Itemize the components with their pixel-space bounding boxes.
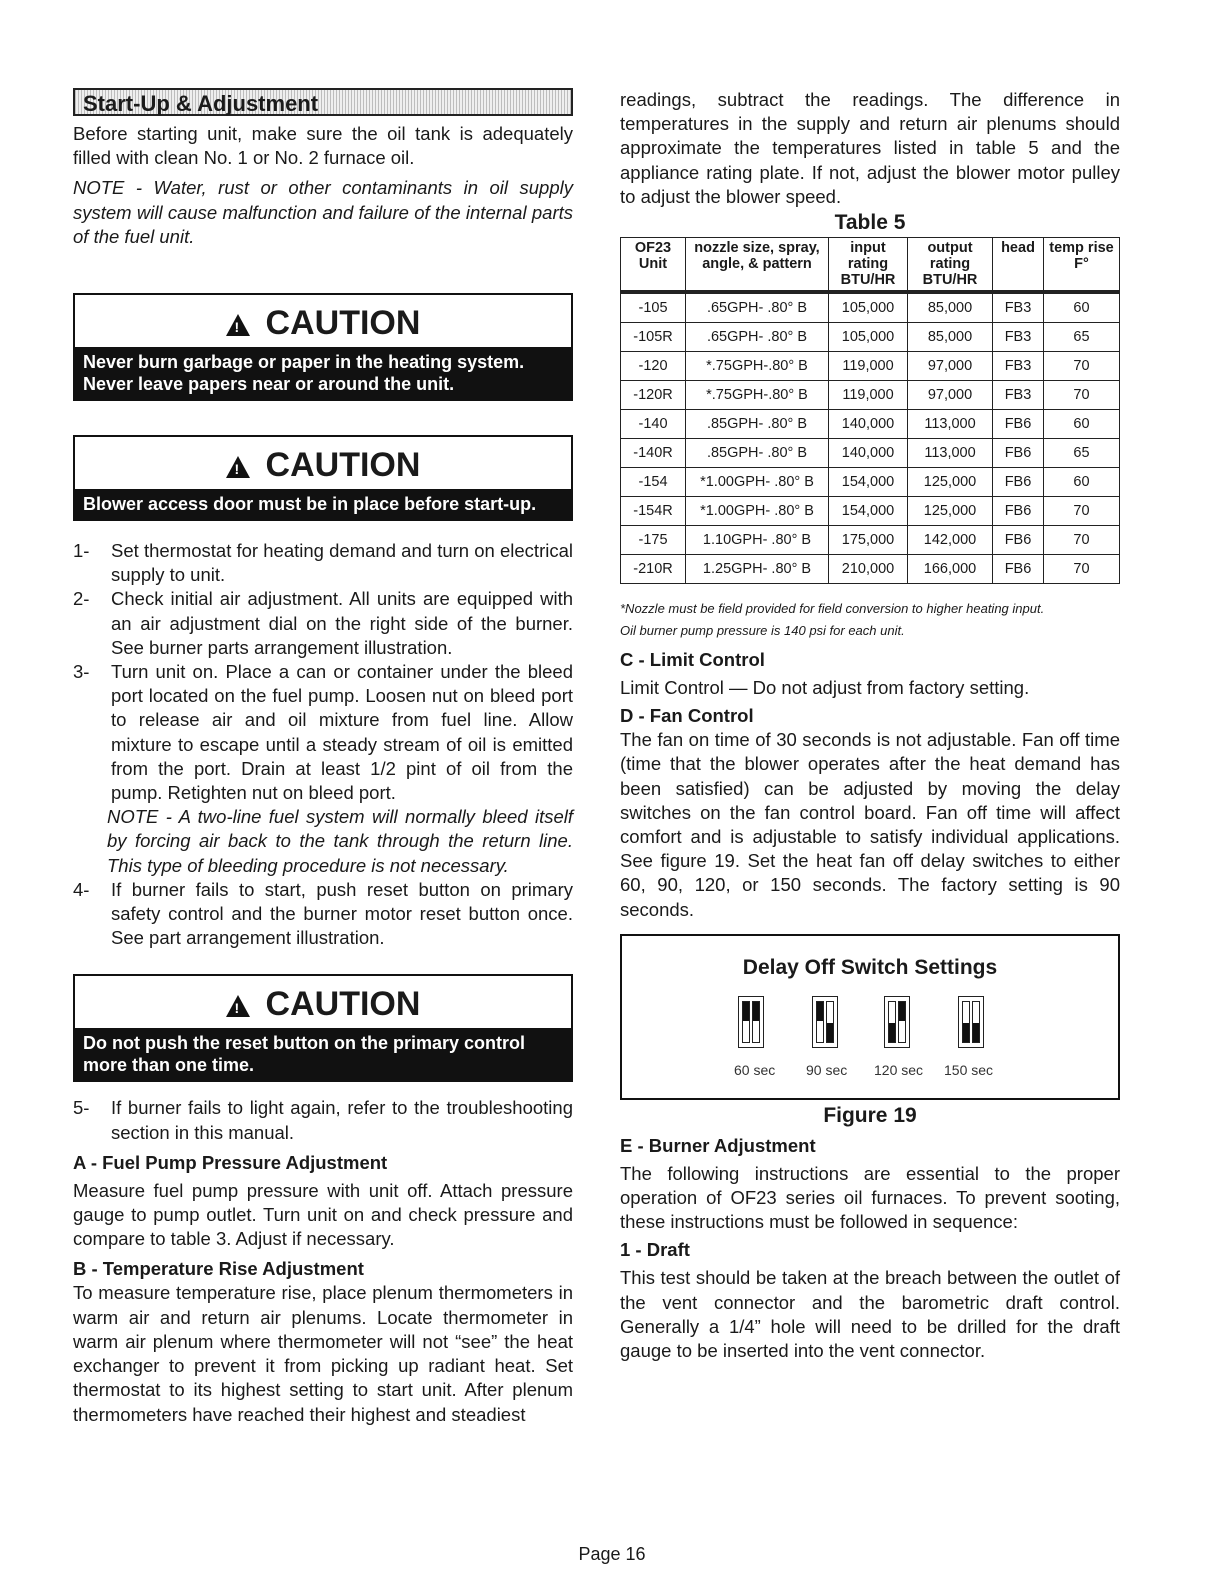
footnote: Oil burner pump pressure is 140 psi for each unit. [620, 623, 905, 639]
list-item: 3- Turn unit on. Place a can or container under the bleed port located on the fuel pump. Loosen nut on bleed port to release air and oil mixture from fuel line. Allow mixture to escape until a steady stream of oil is emitted from the port. Drain at least 1/2 pint of oil from the pump. Retighten nut on bleed port. [73, 661, 573, 804]
dip-switch-90 [812, 996, 838, 1048]
caution-box-1 [73, 293, 573, 401]
table-cell: FB3 [993, 381, 1044, 410]
table-cell: 70 [1044, 497, 1120, 526]
intro-note: NOTE - Water, rust or other contaminants in oil supply system will cause malfunction and failure of the internal parts of the fuel unit. [73, 177, 573, 247]
table-cell: -154 [621, 468, 686, 497]
table-row [621, 381, 1120, 410]
figure-box-title: Delay Off Switch Settings [742, 955, 998, 979]
section-heading: A - Fuel Pump Pressure Adjustment [73, 1151, 388, 1173]
table-cell: 154,000 [829, 497, 908, 526]
table-row [621, 526, 1120, 555]
table-cell: 113,000 [908, 439, 993, 468]
paragraph: The fan on time of 30 seconds is not adjustable. Fan off time (time that the blower operates after the heat demand has been satisfied) can be adjusted by moving the delay switches on the fan control board. Fan off time will affect comfort and is adjustable to satisfy individual applications. See figure 19. Set the heat fan off delay switches to either 60, 90, 120, or 150 seconds. The factory setting is 90 seconds. [620, 729, 1120, 920]
left-column [73, 88, 573, 1427]
table-cell: FB6 [993, 410, 1044, 439]
section-heading: C - Limit Control [620, 649, 765, 671]
table-cell: 119,000 [829, 352, 908, 381]
table-row [621, 292, 1120, 323]
list-item: 5- If burner fails to light again, refer to the troubleshooting section in this manual. [73, 1097, 573, 1143]
table-cell: *.75GPH-.80° B [686, 381, 829, 410]
caution-text: Never burn garbage or paper in the heating system. Never leave papers near or around the unit. [75, 347, 571, 399]
table-cell: 1.10GPH- .80° B [686, 526, 829, 555]
table-cell: .85GPH- .80° B [686, 439, 829, 468]
right-column [620, 88, 1120, 1363]
table-cell: -120R [621, 381, 686, 410]
table-cell: *1.00GPH- .80° B [686, 497, 829, 526]
warning-icon: ! [226, 995, 250, 1017]
paragraph: This test should be taken at the breach between the outlet of the vent connector and the barometric draft control. Generally a 1/4” hole will need to be drilled for the draft gauge to be inserted into the vent connector. [620, 1267, 1120, 1362]
column-header: head [993, 238, 1044, 293]
caution-text: Do not push the reset button on the primary control more than one time. [75, 1028, 571, 1080]
caution-label: CAUTION [265, 304, 421, 343]
table-cell: 105,000 [829, 292, 908, 323]
column-header: input rating BTU/HR [829, 238, 908, 293]
table-cell: 119,000 [829, 381, 908, 410]
table-cell: FB6 [993, 526, 1044, 555]
paragraph: Measure fuel pump pressure with unit off. Attach pressure gauge to pump outlet. Turn unit on and check pressure and compare to table 3. Adjust if necessary. [73, 1179, 573, 1250]
table-cell: 175,000 [829, 526, 908, 555]
table-cell: -154R [621, 497, 686, 526]
table-cell: 65 [1044, 323, 1120, 352]
table-cell: -140 [621, 410, 686, 439]
caution-label: CAUTION [265, 446, 421, 485]
table-cell: FB6 [993, 555, 1044, 584]
section-heading: 1 - Draft [620, 1239, 690, 1261]
table-cell: 85,000 [908, 323, 993, 352]
dip-switch-150 [958, 996, 984, 1048]
steps-list [73, 539, 573, 950]
table-cell: 60 [1044, 292, 1120, 323]
section-heading: D - Fan Control [620, 705, 754, 727]
table-cell: 97,000 [908, 352, 993, 381]
table-cell: 70 [1044, 526, 1120, 555]
table-cell: 85,000 [908, 292, 993, 323]
table-cell: FB3 [993, 323, 1044, 352]
table-cell: 60 [1044, 468, 1120, 497]
switch-label: 150 sec [944, 1061, 994, 1078]
switch-label: 120 sec [874, 1061, 924, 1078]
page-number: Page 16 [578, 1544, 646, 1564]
table-cell: -105R [621, 323, 686, 352]
table-cell: .65GPH- .80° B [686, 323, 829, 352]
paragraph: Limit Control — Do not adjust from factory setting. [620, 677, 1030, 699]
caution-box-3 [73, 974, 573, 1082]
figure-caption: Figure 19 [823, 1103, 917, 1127]
table-cell: 70 [1044, 352, 1120, 381]
table-cell: 97,000 [908, 381, 993, 410]
table-row [621, 410, 1120, 439]
paragraph: The following instructions are essential to the proper operation of OF23 series oil furnaces. To prevent sooting, these instructions must be followed in sequence: [620, 1162, 1120, 1233]
warning-icon: ! [226, 314, 250, 336]
table-cell: FB3 [993, 352, 1044, 381]
table-cell: 113,000 [908, 410, 993, 439]
dip-switch-60 [738, 996, 764, 1048]
table-cell: 125,000 [908, 468, 993, 497]
table-cell: 140,000 [829, 439, 908, 468]
section-heading: E - Burner Adjustment [620, 1134, 816, 1156]
table-cell: 105,000 [829, 323, 908, 352]
table-cell: 70 [1044, 381, 1120, 410]
table-cell: 70 [1044, 555, 1120, 584]
table-cell: -210R [621, 555, 686, 584]
list-item: 1- Set thermostat for heating demand and turn on electrical supply to unit. [73, 540, 573, 586]
switch-label: 60 sec [734, 1061, 776, 1078]
table-cell: -105 [621, 292, 686, 323]
table-cell: 142,000 [908, 526, 993, 555]
figure-19-box [620, 934, 1120, 1100]
caution-label: CAUTION [265, 985, 421, 1024]
column-header: temp rise F° [1044, 238, 1120, 293]
table-cell: -175 [621, 526, 686, 555]
table-cell: 65 [1044, 439, 1120, 468]
table-header-row [621, 238, 1120, 293]
paragraph: readings, subtract the readings. The difference in temperatures in the supply and return air plenums should approximate the temperatures listed in table 5 and the appliance rating plate. If not, adjust the blower motor pulley to adjust the blower speed. [620, 89, 1120, 207]
table-5 [620, 237, 1120, 584]
table-cell: .85GPH- .80° B [686, 410, 829, 439]
table-cell: 210,000 [829, 555, 908, 584]
section-banner: Start-Up & Adjustment [73, 88, 573, 116]
table-cell: 125,000 [908, 497, 993, 526]
table-cell: FB6 [993, 468, 1044, 497]
list-item: 2- Check initial air adjustment. All units are equipped with an air adjustment dial on the right side of the burner. See burner parts arrangement illustration. [73, 588, 573, 658]
table-row [621, 555, 1120, 584]
table-cell: FB6 [993, 439, 1044, 468]
table-title: Table 5 [834, 211, 906, 235]
table-row [621, 468, 1120, 497]
table-cell: -140R [621, 439, 686, 468]
table-cell: *.75GPH-.80° B [686, 352, 829, 381]
caution-box-2 [73, 435, 573, 521]
footnote: *Nozzle must be field provided for field conversion to higher heating input. [620, 601, 1045, 617]
step3-note: NOTE - A two-line fuel system will normally bleed itself by forcing air back to the tank through the return line. This type of bleeding procedure is not necessary. [107, 806, 573, 876]
paragraph: To measure temperature rise, place plenum thermometers in warm air and return air plenums. Locate thermometer in warm air plenum where thermometer will not “see” the heat exchanger to prevent it from picking up radiant heat. Set thermostat to its highest setting to start unit. After plenum thermometers have reached their highest and steadiest [73, 1282, 573, 1425]
table-cell: 1.25GPH- .80° B [686, 555, 829, 584]
table-cell: *1.00GPH- .80° B [686, 468, 829, 497]
table-row [621, 497, 1120, 526]
caution-text: Blower access door must be in place before start-up. [75, 489, 571, 519]
column-header: output rating BTU/HR [908, 238, 993, 293]
intro-paragraph: Before starting unit, make sure the oil tank is adequately filled with clean No. 1 or No. 2 furnace oil. [73, 123, 573, 169]
table-row [621, 323, 1120, 352]
table-row [621, 439, 1120, 468]
list-item: 4- If burner fails to start, push reset button on primary safety control and the burner motor reset button once. See part arrangement illustration. [73, 878, 573, 949]
column-header: nozzle size, spray, angle, & pattern [686, 238, 829, 293]
section-heading: B - Temperature Rise Adjustment [73, 1258, 364, 1280]
table-cell: -120 [621, 352, 686, 381]
table-cell: FB3 [993, 292, 1044, 323]
table-cell: 154,000 [829, 468, 908, 497]
table-cell: 140,000 [829, 410, 908, 439]
table-row [621, 352, 1120, 381]
dip-switch-120 [884, 996, 910, 1048]
table-cell: .65GPH- .80° B [686, 292, 829, 323]
table-cell: 60 [1044, 410, 1120, 439]
table-cell: FB6 [993, 497, 1044, 526]
column-header: OF23 Unit [621, 238, 686, 293]
switch-label: 90 sec [806, 1061, 848, 1078]
table-cell: 166,000 [908, 555, 993, 584]
warning-icon: ! [226, 456, 250, 478]
